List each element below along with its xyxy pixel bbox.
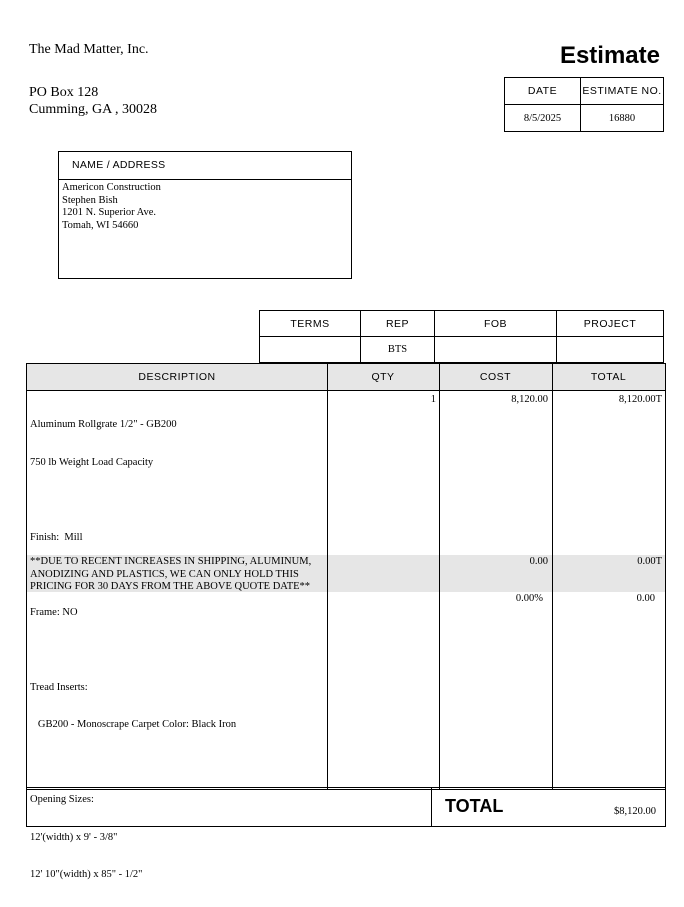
line-items-table: [26, 363, 666, 880]
bill-to-line: Stephen Bish: [62, 194, 118, 206]
column-divider: [439, 364, 440, 789]
line-item-cost: 0.00: [529, 556, 548, 567]
description-line: [30, 494, 236, 507]
date-header: DATE: [505, 78, 581, 105]
description-line: Finish: Mill: [30, 531, 83, 543]
line-item-cost: 0.00%: [515, 593, 543, 604]
bill-to-line: Americon Construction: [62, 182, 161, 193]
project-header: PROJECT: [557, 311, 664, 337]
cost-header: COST: [479, 371, 512, 383]
description-line: 750 lb Weight Load Capacity: [30, 456, 154, 468]
date-value: 8/5/2025: [505, 105, 581, 132]
description-line: [30, 757, 236, 770]
company-address-line1: PO Box 128: [29, 85, 99, 100]
description-line: Opening Sizes:: [30, 794, 94, 805]
terms-value: [260, 337, 361, 363]
description-line: PRICING FOR 30 DAYS FROM THE ABOVE QUOTE DATE**: [30, 581, 311, 592]
description-line: ANODIZING AND PLASTICS, WE CAN ONLY HOLD THIS: [30, 568, 299, 580]
column-divider: [552, 364, 553, 789]
description-line: 12' 10"(width) x 85" - 1/2": [30, 869, 143, 880]
total-divider: [431, 788, 432, 826]
qty-header: QTY: [371, 371, 395, 383]
line-item-description: [30, 556, 311, 594]
terms-header: TERMS: [260, 311, 361, 337]
project-value: [557, 337, 664, 363]
line-item-total: 8,120.00T: [618, 394, 662, 405]
company-name: The Mad Matter, Inc.: [29, 42, 149, 57]
rep-value: BTS: [361, 337, 435, 363]
bill-to-line: 1201 N. Superior Ave.: [62, 207, 157, 218]
company-address-line2: Cumming, GA , 30028: [29, 102, 157, 117]
line-item-total: 0.00T: [637, 556, 662, 567]
line-item-total: 0.00: [636, 593, 655, 604]
estimate-meta-table: [504, 77, 664, 132]
description-line: Frame: NO: [30, 606, 78, 618]
description-line: Tread Inserts:: [30, 681, 88, 693]
terms-table: [259, 310, 664, 363]
column-divider: [327, 364, 328, 789]
description-header: DESCRIPTION: [138, 371, 216, 383]
description-line: GB200 - Monoscrape Carpet Color: Black Iron: [30, 719, 237, 730]
total-header: TOTAL: [590, 371, 627, 383]
line-items-header: [27, 364, 665, 391]
bill-to-box: [58, 151, 352, 279]
document-title: Estimate: [559, 42, 660, 69]
fob-value: [435, 337, 557, 363]
bill-to-lines: [59, 180, 351, 234]
estimate-no-value: 16880: [581, 105, 664, 132]
description-line: 12'(width) x 9' - 3/8": [30, 831, 118, 843]
description-line: [30, 644, 236, 657]
bill-to-line: Tomah, WI 54660: [62, 219, 139, 231]
description-line: Aluminum Rollgrate 1/2" - GB200: [30, 419, 177, 430]
total-box: [26, 787, 666, 827]
line-item-description: [30, 394, 236, 907]
line-item-cost: 8,120.00: [511, 394, 548, 405]
bill-to-header: NAME / ADDRESS: [59, 152, 351, 180]
total-label: TOTAL: [445, 796, 504, 816]
total-value: $8,120.00: [614, 806, 656, 817]
fob-header: FOB: [435, 311, 557, 337]
estimate-no-header: ESTIMATE NO.: [581, 78, 664, 105]
rep-header: REP: [361, 311, 435, 337]
description-line: **DUE TO RECENT INCREASES IN SHIPPING, ALUMINUM,: [30, 556, 312, 567]
line-item-qty: 1: [430, 394, 436, 405]
